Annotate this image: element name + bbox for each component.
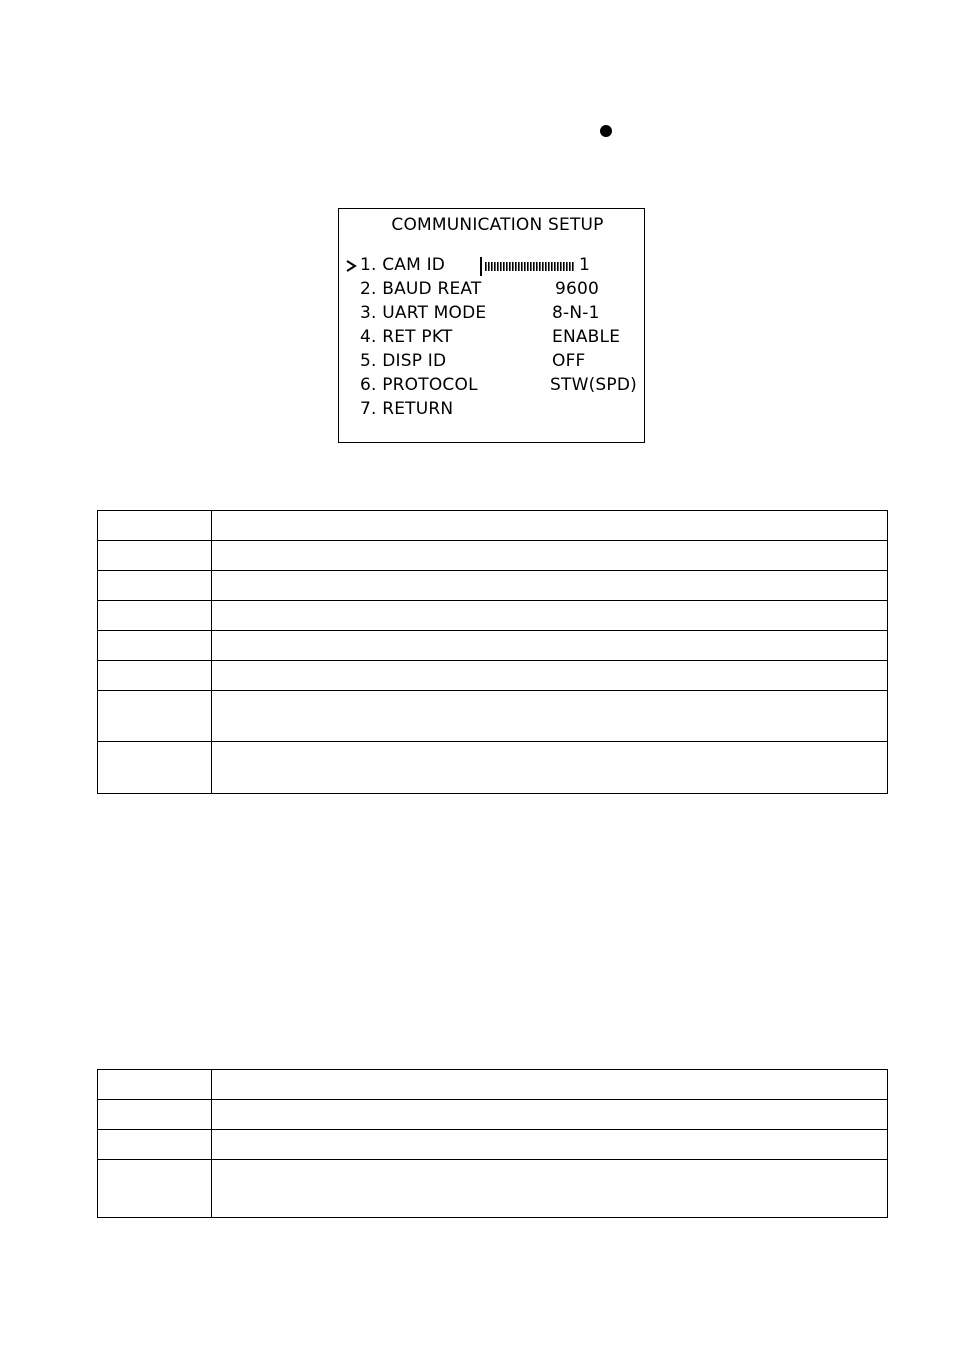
slider-tick xyxy=(500,262,502,271)
table-cell-description xyxy=(212,742,887,793)
table-cell-description xyxy=(212,691,887,741)
table-cell-key xyxy=(98,631,212,660)
table-cell-key xyxy=(98,1130,212,1159)
slider-tick xyxy=(488,262,490,271)
slider-tick xyxy=(512,262,514,271)
osd-menu-item-baud-reat[interactable] xyxy=(339,279,644,303)
table-row xyxy=(98,511,887,541)
table-row xyxy=(98,1100,887,1130)
slider-tick xyxy=(539,262,541,271)
table-cell-key xyxy=(98,691,212,741)
table-cell-description xyxy=(212,571,887,600)
osd-menu-item-value: ENABLE xyxy=(552,327,621,347)
table-cell-key xyxy=(98,1100,212,1129)
osd-menu-item-label: 4. RET PKT xyxy=(360,327,453,347)
slider-tick xyxy=(545,262,547,271)
slider-tick xyxy=(569,262,571,271)
table-row xyxy=(98,1160,887,1218)
slider-tick xyxy=(524,262,526,271)
table-row xyxy=(98,1070,887,1100)
slider-tick xyxy=(497,262,499,271)
table-cell-key xyxy=(98,541,212,570)
osd-menu-item-return[interactable] xyxy=(339,399,644,423)
slider-tick xyxy=(572,262,574,271)
osd-menu-item-value: 9600 xyxy=(555,279,600,299)
table-cell-description xyxy=(212,1100,887,1129)
table-row xyxy=(98,691,887,742)
osd-menu-item-label: 7. RETURN xyxy=(360,399,454,419)
table-cell-description xyxy=(212,1130,887,1159)
table-cell-key xyxy=(98,1160,212,1217)
slider-tick xyxy=(548,262,550,271)
osd-menu-item-label: 6. PROTOCOL xyxy=(360,375,478,395)
table-cell-description xyxy=(212,661,887,690)
table-cell-description xyxy=(212,1070,887,1099)
osd-menu-item-cam-id[interactable] xyxy=(339,255,644,279)
slider-tick xyxy=(494,262,496,271)
table-cell-key xyxy=(98,601,212,630)
table-row xyxy=(98,742,887,794)
slider-tick xyxy=(509,262,511,271)
table-row xyxy=(98,601,887,631)
slider-tick xyxy=(503,262,505,271)
osd-menu-item-disp-id[interactable] xyxy=(339,351,644,375)
slider-tick xyxy=(566,262,568,271)
slider-tick xyxy=(542,262,544,271)
table-cell-key xyxy=(98,742,212,793)
table-cell-key xyxy=(98,1070,212,1099)
cam-id-slider[interactable] xyxy=(480,257,574,276)
slider-tick xyxy=(536,262,538,271)
osd-menu-item-protocol[interactable] xyxy=(339,375,644,399)
table-cell-description xyxy=(212,511,887,540)
bullet-dot-icon xyxy=(600,125,612,137)
table-row xyxy=(98,571,887,601)
slider-tick xyxy=(533,262,535,271)
slider-tick xyxy=(506,262,508,271)
osd-menu-item-value: OFF xyxy=(552,351,586,371)
table-cell-description xyxy=(212,1160,887,1217)
table-row xyxy=(98,541,887,571)
slider-tick xyxy=(557,262,559,271)
slider-tick xyxy=(515,262,517,271)
osd-menu-item-value: 8-N-1 xyxy=(552,303,600,323)
osd-menu-item-label: 5. DISP ID xyxy=(360,351,447,371)
table-cell-key xyxy=(98,511,212,540)
slider-tick xyxy=(563,262,565,271)
table-row xyxy=(98,1130,887,1160)
slider-tick xyxy=(554,262,556,271)
slider-tick xyxy=(560,262,562,271)
slider-start-marker xyxy=(480,257,482,276)
cursor-arrow-icon xyxy=(344,255,358,277)
table-cell-key xyxy=(98,571,212,600)
slider-tick xyxy=(551,262,553,271)
table-communication-settings xyxy=(97,510,888,794)
table-cell-key xyxy=(98,661,212,690)
slider-tick xyxy=(518,262,520,271)
slider-tick xyxy=(521,262,523,271)
table-row xyxy=(98,631,887,661)
osd-menu-item-label: 1. CAM ID xyxy=(360,255,446,275)
osd-menu-item-uart-mode[interactable] xyxy=(339,303,644,327)
slider-tick xyxy=(491,262,493,271)
table-secondary-settings xyxy=(97,1069,888,1218)
slider-tick xyxy=(527,262,529,271)
table-row xyxy=(98,661,887,691)
osd-menu-item-label: 3. UART MODE xyxy=(360,303,487,323)
table-cell-description xyxy=(212,631,887,660)
osd-menu-title: COMMUNICATION SETUP xyxy=(391,215,604,235)
table-cell-description xyxy=(212,601,887,630)
slider-tick xyxy=(485,262,487,271)
osd-menu-item-label: 2. BAUD REAT xyxy=(360,279,482,299)
communication-setup-osd-menu xyxy=(338,208,645,443)
osd-menu-item-value: STW(SPD) xyxy=(550,375,637,395)
osd-menu-item-ret-pkt[interactable] xyxy=(339,327,644,351)
slider-tick xyxy=(530,262,532,271)
osd-menu-item-value: 1 xyxy=(579,255,591,275)
table-cell-description xyxy=(212,541,887,570)
